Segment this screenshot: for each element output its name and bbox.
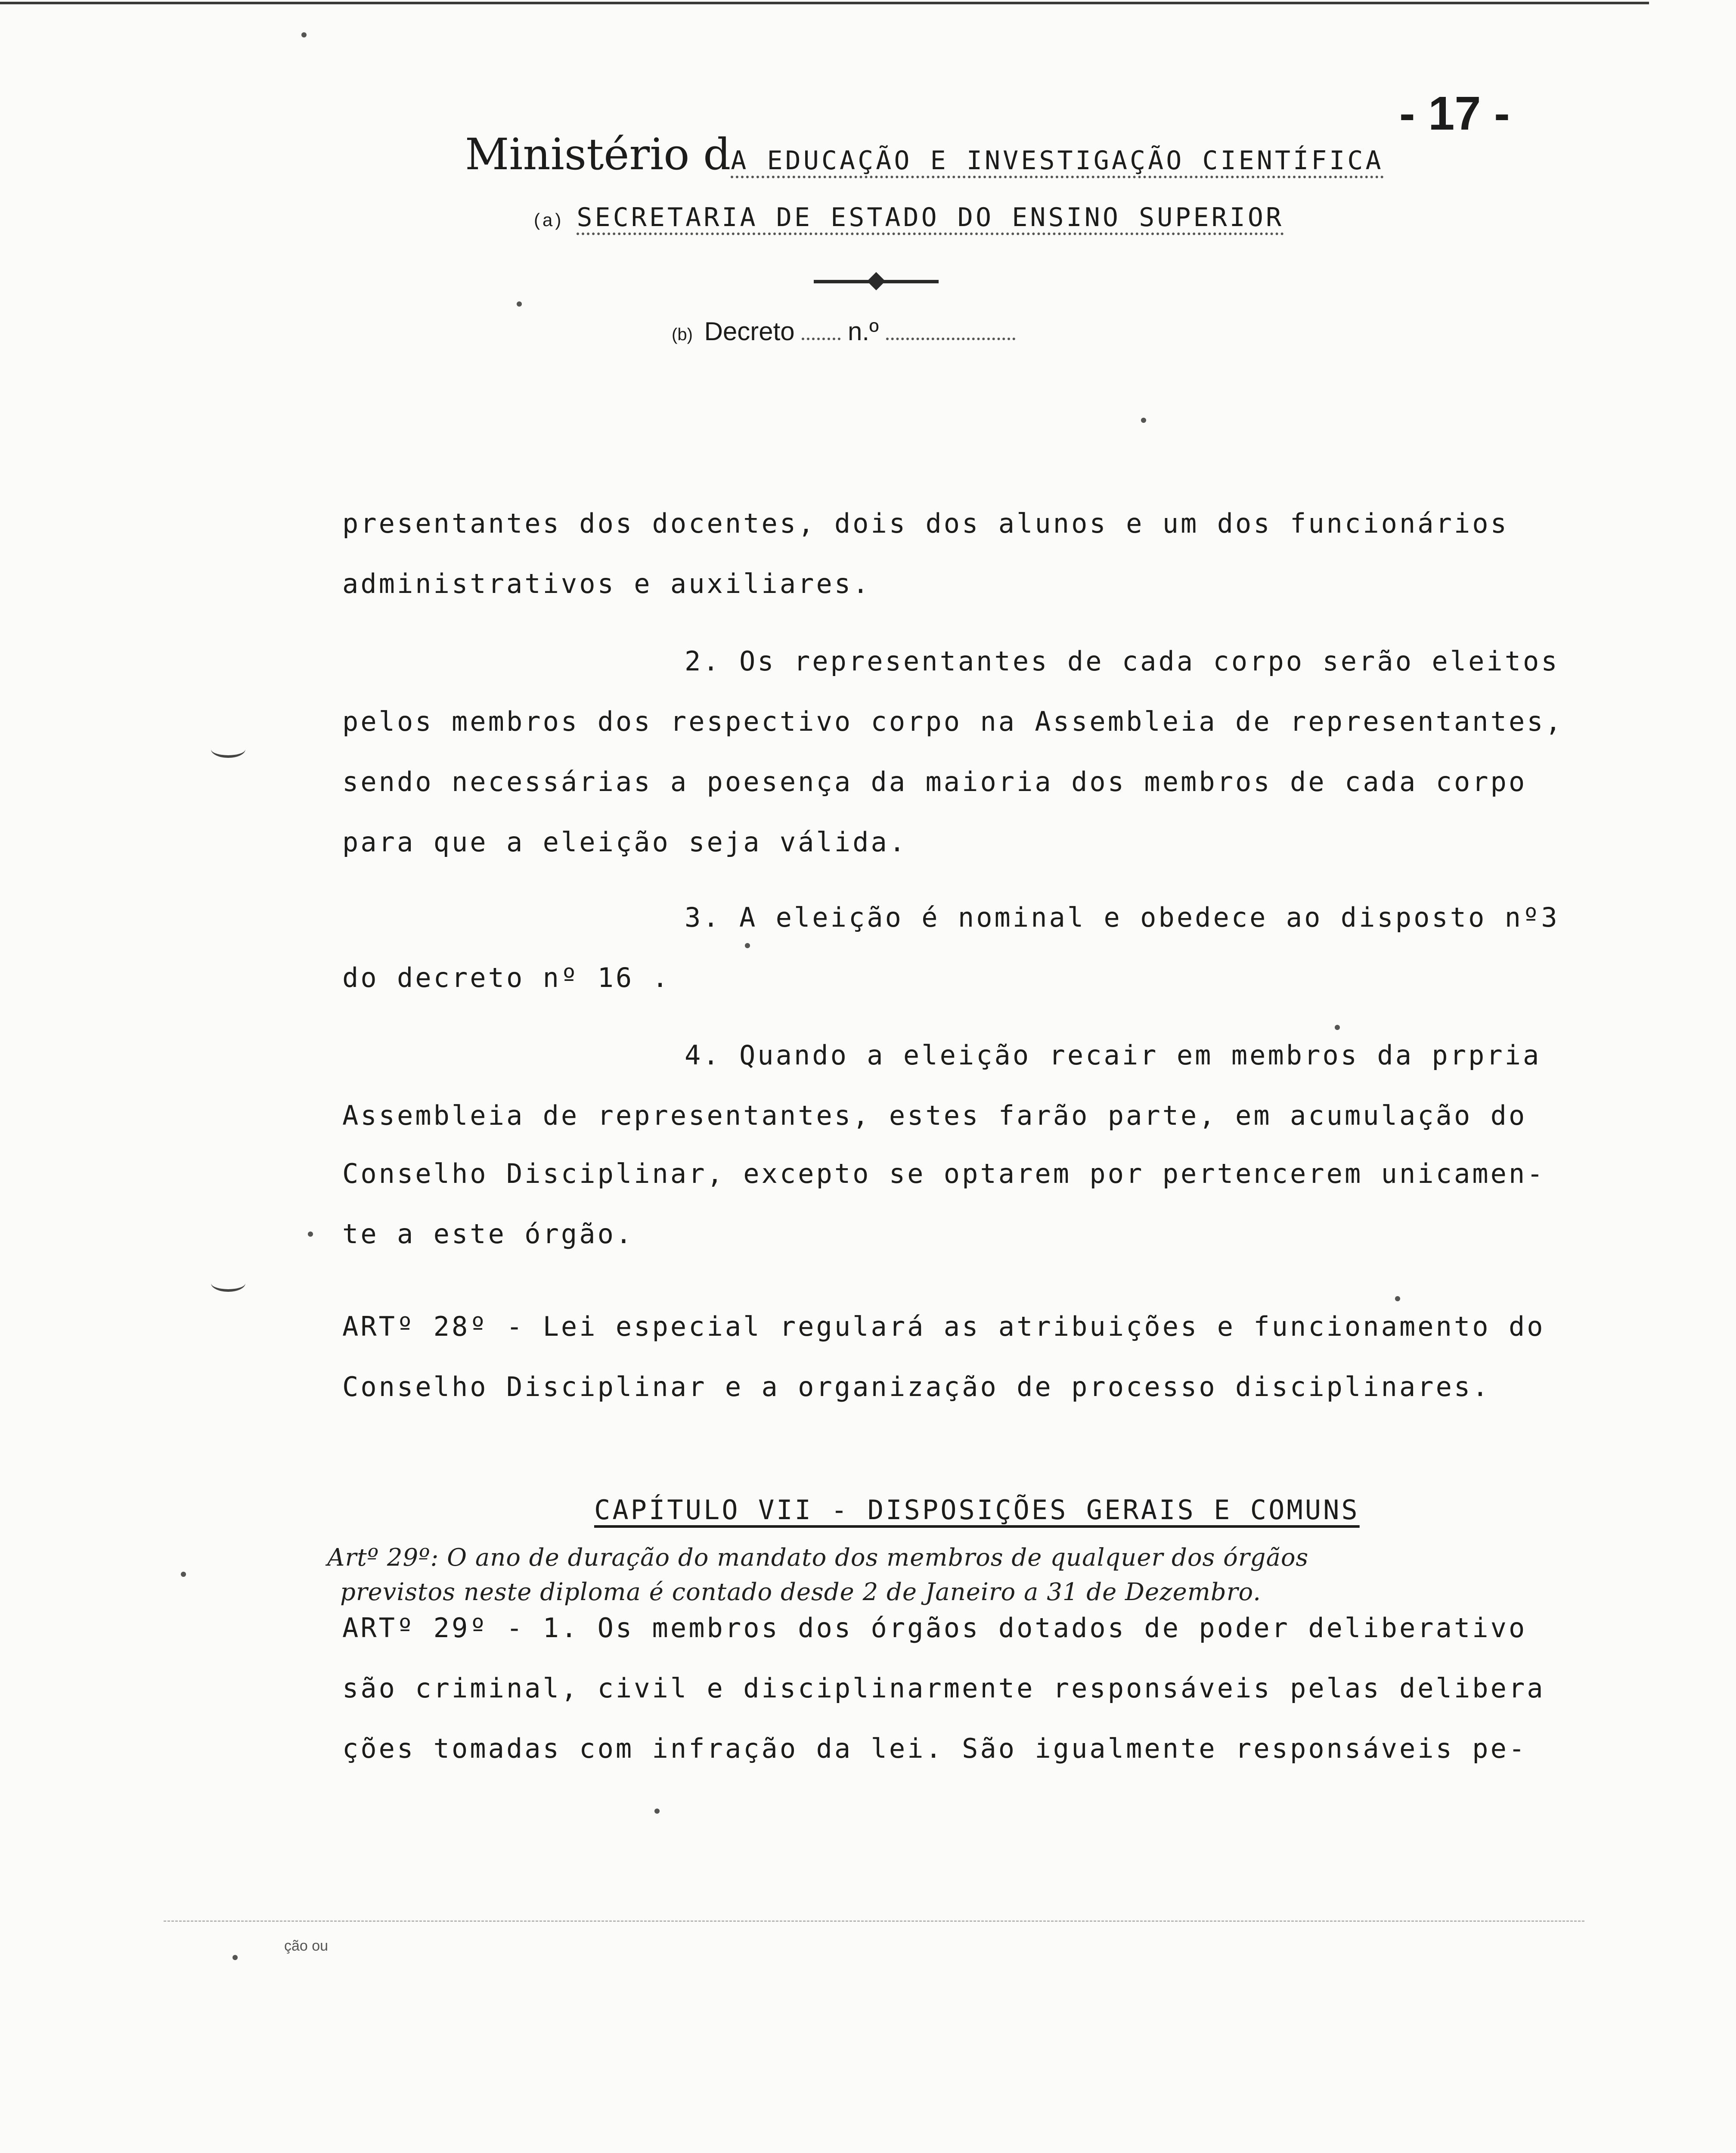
secretaria-marker: (a) — [534, 210, 564, 230]
ministry-prefix: Ministério d — [465, 129, 731, 180]
decreto-blank — [802, 333, 840, 340]
secretaria-name: SECRETARIA DE ESTADO DO ENSINO SUPERIOR — [577, 202, 1284, 235]
body-line: Conselho Disciplinar e a organização de processo disciplinares. — [342, 1371, 1491, 1402]
scan-speck — [1335, 1025, 1340, 1030]
body-line: são criminal, civil e disciplinarmente responsáveis pelas delibera — [342, 1672, 1545, 1704]
scan-speck — [232, 1955, 238, 1960]
body-line: 2. Os representantes de cada corpo serão eleitos — [685, 645, 1559, 677]
body-line: te a este órgão. — [342, 1218, 634, 1250]
footer-dashed-rule — [164, 1920, 1584, 1922]
scan-speck — [745, 943, 750, 948]
body-line: pelos membros dos respectivo corpo na Assembleia de representantes, — [342, 706, 1563, 737]
page-number: - 17 - — [1399, 87, 1510, 140]
divider-ornament — [867, 272, 885, 290]
decreto-line — [672, 316, 1015, 346]
body-line: administrativos e auxiliares. — [342, 568, 871, 599]
body-line: sendo necessárias a poesença da maioria dos membros de cada corpo — [342, 766, 1527, 797]
scan-speck — [654, 1809, 660, 1814]
chapter-title: CAPÍTULO VII - DISPOSIÇÕES GERAIS E COMUNS — [594, 1494, 1360, 1526]
body-line: para que a eleição seja válida. — [342, 826, 908, 858]
top-border-rule — [0, 2, 1649, 4]
secretaria-heading — [534, 202, 1284, 233]
scan-speck — [181, 1572, 186, 1577]
body-line: 4. Quando a eleição recair em membros da prpria — [685, 1039, 1541, 1071]
scan-speck — [1395, 1296, 1400, 1301]
ministry-name: A EDUCAÇÃO E INVESTIGAÇÃO CIENTÍFICA — [731, 146, 1383, 178]
body-line: ARTº 29º - 1. Os membros dos órgãos dotados de poder deliberativo — [342, 1612, 1527, 1644]
margin-tick-mark — [211, 1275, 245, 1292]
decreto-label: Decreto — [704, 317, 795, 346]
body-line: presentantes dos docentes, dois dos alunos e um dos funcionários — [342, 508, 1509, 539]
body-line: 3. A eleição é nominal e obedece ao disposto nº3 — [685, 902, 1559, 933]
scan-speck — [301, 32, 307, 37]
decreto-number-blank — [886, 333, 1015, 340]
body-line: ARTº 28º - Lei especial regulará as atribuições e funcionamento do — [342, 1311, 1545, 1342]
scan-speck — [517, 301, 522, 307]
body-line: do decreto nº 16 . — [342, 962, 670, 993]
body-line: Conselho Disciplinar, excepto se optarem por pertencerem unicamen- — [342, 1158, 1545, 1189]
scan-speck — [308, 1232, 313, 1237]
handwritten-note-line: previstos neste diploma é contado desde 2 de Janeiro a 31 de Dezembro. — [340, 1578, 1261, 1606]
body-line: ções tomadas com infração da lei. São igualmente responsáveis pe- — [342, 1733, 1527, 1764]
margin-tick-mark — [211, 741, 245, 758]
decreto-marker: (b) — [672, 325, 693, 344]
footer-fragment: ção ou — [284, 1938, 329, 1954]
ministry-heading — [465, 129, 1384, 180]
body-line: Assembleia de representantes, estes farão parte, em acumulação do — [342, 1100, 1527, 1131]
decreto-number-label: n.º — [848, 317, 879, 346]
handwritten-note-line: Artº 29º: O ano de duração do mandato dos membros de qualquer dos órgãos — [327, 1544, 1309, 1572]
scan-speck — [1141, 418, 1146, 423]
